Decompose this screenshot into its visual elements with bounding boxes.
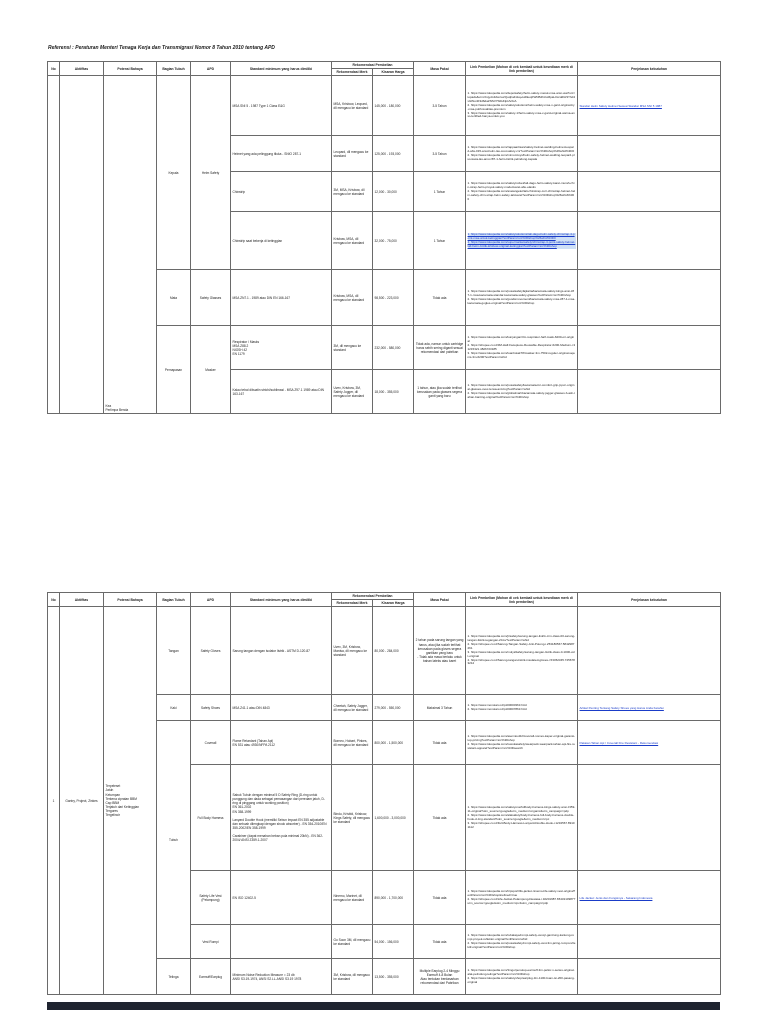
cell-merk: Ninemo, Marinet, dll mengacu ke standard	[332, 871, 373, 925]
cell-standard: Flame Retardant (Tahan Api) EN 531 atau 4930/NFPA 2112	[231, 721, 332, 765]
cell-link-pembelian[interactable]: 1. https://www.tokopedia.com/aservtool22/coverall-nomex-kaper-original-garansi-top-pricing?extParam=src%3Dshop 2. https://www.tokopedia.com/rewokasafety/wearpack-wearpack-tahan-api-fire-resistant-apparel?extParam=src%3Dsearch	[466, 721, 578, 765]
cell-penjelasan	[578, 172, 721, 212]
cell-apd: Coverall	[191, 721, 231, 765]
cell-standard: Chinstrip saat bekerja di ketinggian	[231, 212, 332, 270]
cell-harga: 232,000 - 580,000	[373, 326, 414, 370]
cell-link-pembelian[interactable]: 1. https://www.tokopedia.com/kunjungan/3m-respirator-half-mask-6200-ori-original 2. https://shopee.co.id/3M-Half-Facepiece-Reusable-Respirator-6200-Medium-i.31215321.4826723185 3. https://www.tokopedia.com/tuanbotak78/masker-3m-7502-reguler-original-sejenis-3m-6200?extParam=whid	[466, 326, 578, 370]
cell-masa-pakai: Tidak ada	[414, 871, 466, 925]
cell-standard: Sabuk Tubuh dengan minimal 5 D Safety Ring (D-ring untuk punggung dan dada sebagai pemasangan dari peredam jatuh, D-ring di pinggang untuk working position) EN 361-2002 EN 358-1999 Lanyard Double Hook (memiliki Sebun Impact EN 355 adjustable dan sebuah dilengkapi dengan shock absorber) - EN 354-2010/EN 355-2002/EN 358-1999 Carabiner (dapat menahan beban pula minimal 20kN) - EN 362-2004/ ANSI Z359.1-2007	[231, 765, 332, 871]
cell-link-pembelian[interactable]: 1. https://www.tokopedia.com/depotsafety/helm-safety-merek-msa-ansi-usa?src=topads&utm=bqyxlx&bw=e2QuqFaFdsq+HdlkeqFWNB4hUoMpaL0ccddGf3Yhd4xGfNo4F3d6daZNSV7S0HNpHV2cA 2. https://www.tokopedia.com/safetysolutions/helm-safety-msa-v-gard-original-by-msa-putih-kualitas-premium 3. https://www.tokopedia.com/safety-1/helm-safety-msa-v-gard-original-warna-ansi-certified-hanya-untuk-you	[466, 76, 578, 136]
cell-bagian-tubuh: Mata	[157, 270, 191, 326]
cell-standard: MSA SNI 5 - 1987 Type 1 Class E&G	[231, 76, 332, 136]
cell-merk: Leopard, dll mengacu ke standard	[332, 136, 373, 172]
page-title: Referensi : Peraturan Menteri Tenaga Kerja dan Transmigrasi Nomor 8 Tahun 2010 tentang APD	[48, 45, 275, 51]
cell-penjelasan	[578, 370, 721, 414]
cell-penjelasan-link[interactable]: Life Jacket: Jenis dan Fungsinya - Sekarang Indonesia	[578, 871, 721, 925]
header-rekomendasi-pembelian: Rekomendasi Pembelian	[332, 593, 414, 600]
cell-masa-pakai: Tidak ada	[414, 765, 466, 871]
cell-masa-pakai: Maksimal 3 Tahun	[414, 695, 466, 721]
cell-harga: 800,000 - 1,500,000	[373, 721, 414, 765]
cell-masa-pakai: 1 Tahun	[414, 172, 466, 212]
table-row	[48, 76, 721, 136]
header-standard: Standard minimum yang harus dimiliki	[231, 593, 332, 607]
cell-harga: 890,000 - 1,700,000	[373, 871, 414, 925]
cell-penjelasan	[578, 607, 721, 695]
cell-harga: 18,000 - 355,000	[373, 370, 414, 414]
header-masa-pakai: Masa Pakai	[414, 593, 466, 607]
cell-apd: Helm Safety	[191, 76, 231, 270]
cell-standard: MSA Z41.1 atau DIN 4843	[231, 695, 332, 721]
header-masa-pakai: Masa Pakai	[414, 62, 466, 76]
cell-masa-pakai: Multiple Earplug 2-4 Minggu Earmuff 4-8 Bulan Atau tentukan berdasarkan rekomendasi dari Pabrikan	[414, 959, 466, 995]
header-apd: APD	[191, 593, 231, 607]
cell-masa-pakai: 3-5 Tahun	[414, 76, 466, 136]
cell-merk: Krisbow, MSA, dll mengacu ke standard	[332, 212, 373, 270]
cell-apd: Earmuff/Earplug	[191, 959, 231, 995]
cell-aktifitas: Gantry, Project, Zinkes	[60, 607, 104, 995]
cell-masa-pakai: 2 tahun pada sarung tangan yang harus, atau jika sudah terlihat kerusakan pada gloves segera gantikan yang baru - Tidak ada masa berlaku untuk bahan lateks atau karet	[414, 607, 466, 695]
cell-link-pembelian[interactable]: 1. https://www.tokopedia.com/jirsafety/sarung-tangan-listrik-crm-class-00-sarung-tangan-listrik-tegangan-20-kv?extParam=whid 2. https://shopee.co.id/Sarung-Tangan-Safety-Anti-Potong-i.253180567.5842987261 3. https://www.tokopedia.com/mulyaSafety/sarung-tangan-listrik-class-0-1000-volt-original 4. https://shopee.co.id/Sarung-tangan-listrik-insulated-gloves-i.53452345.7456783212	[466, 607, 578, 695]
cell-masa-pakai: Tidak ada, namun untuk cartridge harus sebih sering diganti sesuai rekomendasi dari pabrikan	[414, 326, 466, 370]
cell-merk: MSA, Krisbow, Leopard, dll mengacu ke standard	[332, 76, 373, 136]
header-rekomendasi-pembelian: Rekomendasi Pembelian	[332, 62, 414, 69]
cell-standard: EN ISO 12402-5	[231, 871, 332, 925]
cell-penjelasan	[578, 136, 721, 172]
cell-masa-pakai: 1 tahun, atau jika sudah terlihat kerusakan pada glasses segera ganti yang baru	[414, 370, 466, 414]
cell-link-pembelian[interactable]: 1. https://www.tokopedia.com/zappaartisan/safety-helmet-welding-helmet-leopard-abs-015-ansi-helm-las-cool-safety-cnr?extParam=src%3Dshop%26whid%3D0 2. https://www.tokopedia.com/mimomtoys/helm-safety-helmet-welding-leopard-plus-kaca-las-ansi-z87-1-helm-listrik-pelindung-kepala	[466, 136, 578, 172]
header-no: No	[48, 62, 60, 76]
cell-masa-pakai: Tidak ada	[414, 925, 466, 959]
cell-no	[48, 76, 60, 414]
cell-merk: Uvex, Krisbow, 3M, Safety Jogger, dll mengacu ke standard	[332, 370, 373, 414]
cell-merk: Krisbow, MSA, dll mengacu ke standard	[332, 270, 373, 326]
cell-standard: MSA ZN7.1 - 1989 atau DIN EN 166-167	[231, 270, 332, 326]
cell-link-pembelian[interactable]	[466, 212, 578, 270]
header-no: No	[48, 593, 60, 607]
cell-aktifitas	[60, 76, 104, 414]
cell-standard: Sarung tangan dengan isolator listrik - ASTM D-120-87	[231, 607, 332, 695]
cell-merk: 3M, dll mengacu ke standard	[332, 326, 373, 370]
cell-penjelasan-link[interactable]: Standar Helm Safety Helmet Sesuai Standar MSA SNI 5 1987	[578, 76, 721, 136]
cell-apd: Safety Glasses	[191, 270, 231, 326]
cell-apd: Safety Gloves	[191, 607, 231, 695]
cell-apd: Safety Shoes	[191, 695, 231, 721]
cell-link-pembelian[interactable]: 1. https://www.tokopedia.com/rebakaya/rompi-safety-vest-jl-gantrung-kantong-rompi-proyek-reflektor-original?extParam=whid 2. https://www.tokopedia.com/pusatsafety/rompi-safety-vest-3m-jaring-rompi-reflektif-original?extParam=src%3Dshop	[466, 925, 578, 959]
cell-apd: Vest Rompi	[191, 925, 231, 959]
cell-harga: 145,000 - 180,000	[373, 76, 414, 136]
header-apd: APD	[191, 62, 231, 76]
cell-bagian-tubuh: Tubuh	[157, 721, 191, 959]
cell-bagian-tubuh: Kaki	[157, 695, 191, 721]
header-penjelasan: Penjelasan kebutuhan	[578, 62, 721, 76]
header-kisaran-harga: Kisaran Harga	[373, 600, 414, 607]
cell-merk: Uvex, 3M, Krisbow, Manisa, dll mengacu ke standard	[332, 607, 373, 695]
highlighted-link[interactable]: 1. https://www.tokopedia.com/safetysolutions/tali-dagu-helm-safety-chinstrap-4-point-msa-untuk-ketinggian?extParam=src%3Dshop%26whid%3D0	[467, 231, 575, 240]
apd-table-2	[47, 592, 721, 995]
bottom-bar	[47, 1002, 720, 1010]
cell-merk: Go Soon 3M, dll mengacu ke standard	[332, 925, 373, 959]
cell-harga: 98,500 - 223,000	[373, 270, 414, 326]
cell-link-pembelian[interactable]: 1. https://www.tokopedia.com/3mgo/penutup-earmuff-3m-peltor-x-series-original-alat-pelindung-telinga?extParam=src%3Dshop 2. https://www.tokopedia.com/safetyshop/earplug-3m-1100-foam-isi-200-pasang-original	[466, 959, 578, 995]
cell-bagian-tubuh: Telinga	[157, 959, 191, 995]
header-potensi-bahaya: Potensi Bahaya	[104, 62, 157, 76]
cell-harga: 13,500 - 355,000	[373, 959, 414, 995]
cell-link-pembelian[interactable]: 1. https://www.tokopedia.com/pusatsafetyfajkarta/kacamata-safety-kings-ansi-z87-1-msa-kacamata-standar-kacamata-safety-glasses?extParam=src%3Dshop 2. https://www.tokopedia.com/goodsmovement/kacamata-safety-msa-z87-1-msa-kacamata-gogles-original?extParam=src%3Dshop	[466, 270, 578, 326]
cell-harga: 54,000 - 156,000	[373, 925, 414, 959]
cell-harga: 279,000 - 550,000	[373, 695, 414, 721]
cell-penjelasan	[578, 326, 721, 370]
cell-apd: Full Body Harness	[191, 765, 231, 871]
header-rekomendasi-merk: Rekomendasi Merk	[332, 69, 373, 76]
header-penjelasan: Penjelasan kebutuhan	[578, 593, 721, 607]
header-potensi-bahaya: Potensi Bahaya	[104, 593, 157, 607]
cell-bagian-tubuh: Pernapasan	[157, 326, 191, 414]
cell-penjelasan	[578, 270, 721, 326]
link-text[interactable]: 2. https://www.tokopedia.com/supermarketsafety/chinstrap-4-point-safety-helmet-tali-helm-4-titik-krisbow-original-ketinggian?extParam=src%3Dshop	[467, 239, 576, 248]
cell-penjelasan	[578, 212, 721, 270]
cell-link-pembelian[interactable]: 1. https://www.tokopedia.com/safetyone/fullbody-harness-kings-safety-ansi-z359-11-original?utm_source=google&utm_medium=organic&utm_campaign=pdp 2. https://www.tokopedia.com/alatsafety/body-harness-full-body-harness-double-hook-d-ring-standard?utm_source=google&utm_medium=cpc 3. https://shopee.co.id/Full-Body-Harness-Lanyard-Double-Hook-i.1234567.89101112	[466, 765, 578, 871]
cell-penjelasan	[578, 925, 721, 959]
cell-penjelasan-link[interactable]: Artikel Penting Tentang Safety Shoes yang Harus Anda Ketahui	[578, 695, 721, 721]
header-aktifitas: Aktifitas	[60, 593, 104, 607]
cell-link-pembelian[interactable]: 1. https://www.tokopedia.com/tripsport/life-jacket-ninemo-life-safety-vest-original?extParam=src%3Dshop&refined=true 2. https://shopee.co.id/Life-Jacket-Pelampung-Dewasa-i.32201987.6543210987?utm_source=google&utm_medium=cpc&utm_campaign=pdp	[466, 871, 578, 925]
header-kisaran-harga: Kisaran Harga	[373, 69, 414, 76]
cell-standard: Kalau tebal dibuatin strichi/sublimasi - MSA Z97.1 1989 atau DIN 163-167	[231, 370, 332, 414]
cell-merk: 3M, MSA, Krisbow, dll mengacu ke standard	[332, 172, 373, 212]
header-bagian-tubuh: Bagian Tubuh	[157, 593, 191, 607]
cell-penjelasan-link[interactable]: Pakaian Tahan Api / Coverall Fire Resistant - Rekomendasi	[578, 721, 721, 765]
cell-apd: Safety Life Vest (Pelampung)	[191, 871, 231, 925]
cell-harga: 12,000 - 30,000	[373, 172, 414, 212]
cell-penjelasan	[578, 765, 721, 871]
cell-standard: Respirator / Masks MSA Z88.2 NIOSH 42 EN 1179	[231, 326, 332, 370]
cell-standard: Chinstrip	[231, 172, 332, 212]
header-standard: Standard minimum yang harus dimiliki	[231, 62, 332, 76]
header-aktifitas: Aktifitas	[60, 62, 104, 76]
cell-harga: 125,000 - 193,000	[373, 136, 414, 172]
cell-link-pembelian[interactable]: 1. https://www.tokopedia.com/safetyrocket/tali-dagu-helm-safety-karet-murah-chin-strap-helm-proyek-safety-model-karet-abu-elastis 2. https://www.tokopedia.com/aneiangelet/tali-chinstrap-curr-chinstrap-helmet-helm-safety-chin-strap-helm-safety-tali-karet?extParam=src%3Dshop%26whid%3D0	[466, 172, 578, 212]
cell-merk: Borneo, Hobart, Pinkes, dll mengacu ke standard	[332, 721, 373, 765]
cell-potensi-bahaya: Terpeleset Jatuh Ketumpan Terkena cipratan BBM Cap BBM Terjatuh dari Ketinggian Tergores Tergelincir	[104, 607, 157, 995]
cell-masa-pakai: Tidak ada	[414, 721, 466, 765]
cell-standard: Helmet yang ada pelinggung tiluka - SNIO 287-1	[231, 136, 332, 172]
cell-merk: Bindu, Krisbld, Krisbow, Kings Safety, dll mengacu ke standard	[332, 765, 373, 871]
cell-masa-pakai: 3-5 Tahun	[414, 136, 466, 172]
cell-harga: 1,600,000 - 3,000,000	[373, 765, 414, 871]
cell-standard: Minimum Noise Reduction Measure = 23 db ANSI S3.19-1974, ANSI S2.LL-ANSI S3.19 1978	[231, 959, 332, 995]
cell-penjelasan	[578, 959, 721, 995]
cell-masa-pakai: Tidak ada	[414, 270, 466, 326]
cell-potensi-bahaya: Kea Perlimpa Benda	[104, 76, 157, 414]
header-rekomendasi-merk: Rekomendasi Merk	[332, 600, 373, 607]
table-row	[48, 607, 721, 695]
header-link-pembelian: Link Pembelian (Mohon di cek kembali untuk kesediaan merk di link pembelian)	[466, 62, 578, 76]
apd-table-1	[47, 61, 721, 414]
cell-no: 1	[48, 607, 60, 995]
header-link-pembelian: Link Pembelian (Mohon di cek kembali untuk kesediaan merk di link pembelian)	[466, 593, 578, 607]
cell-harga: 80,000 - 284,000	[373, 607, 414, 695]
cell-merk: 3M, Krisbow, dll mengacu ke standard	[332, 959, 373, 995]
cell-masa-pakai: 1 Tahun	[414, 212, 466, 270]
cell-link-pembelian[interactable]: 1. https://www.tokopedia.com/pusatsafety/kacamata-for-comfort-grip-jl-pvc-original-glasses-uvex-lensa-anti-fog?extParam=whid 2. https://www.tokopedia.com/globalmart/kacamata-safety-jogger-glasses-b-asli-tahan-banting-original?extParam=src%3Dshop	[466, 370, 578, 414]
cell-harga: 32,000 - 75,000	[373, 212, 414, 270]
cell-bagian-tubuh: Kepala	[157, 76, 191, 270]
header-bagian-tubuh: Bagian Tubuh	[157, 62, 191, 76]
cell-link-pembelian[interactable]: 1. https://www.monotaro.id/p100000363.html 2. https://www.monotaro.id/p100007863.html	[466, 695, 578, 721]
cell-bagian-tubuh: Tangan	[157, 607, 191, 695]
cell-merk: Cheetah, Safety Jogger, dll mengacu ke standard	[332, 695, 373, 721]
cell-standard	[231, 925, 332, 959]
cell-apd: Masker	[191, 326, 231, 414]
